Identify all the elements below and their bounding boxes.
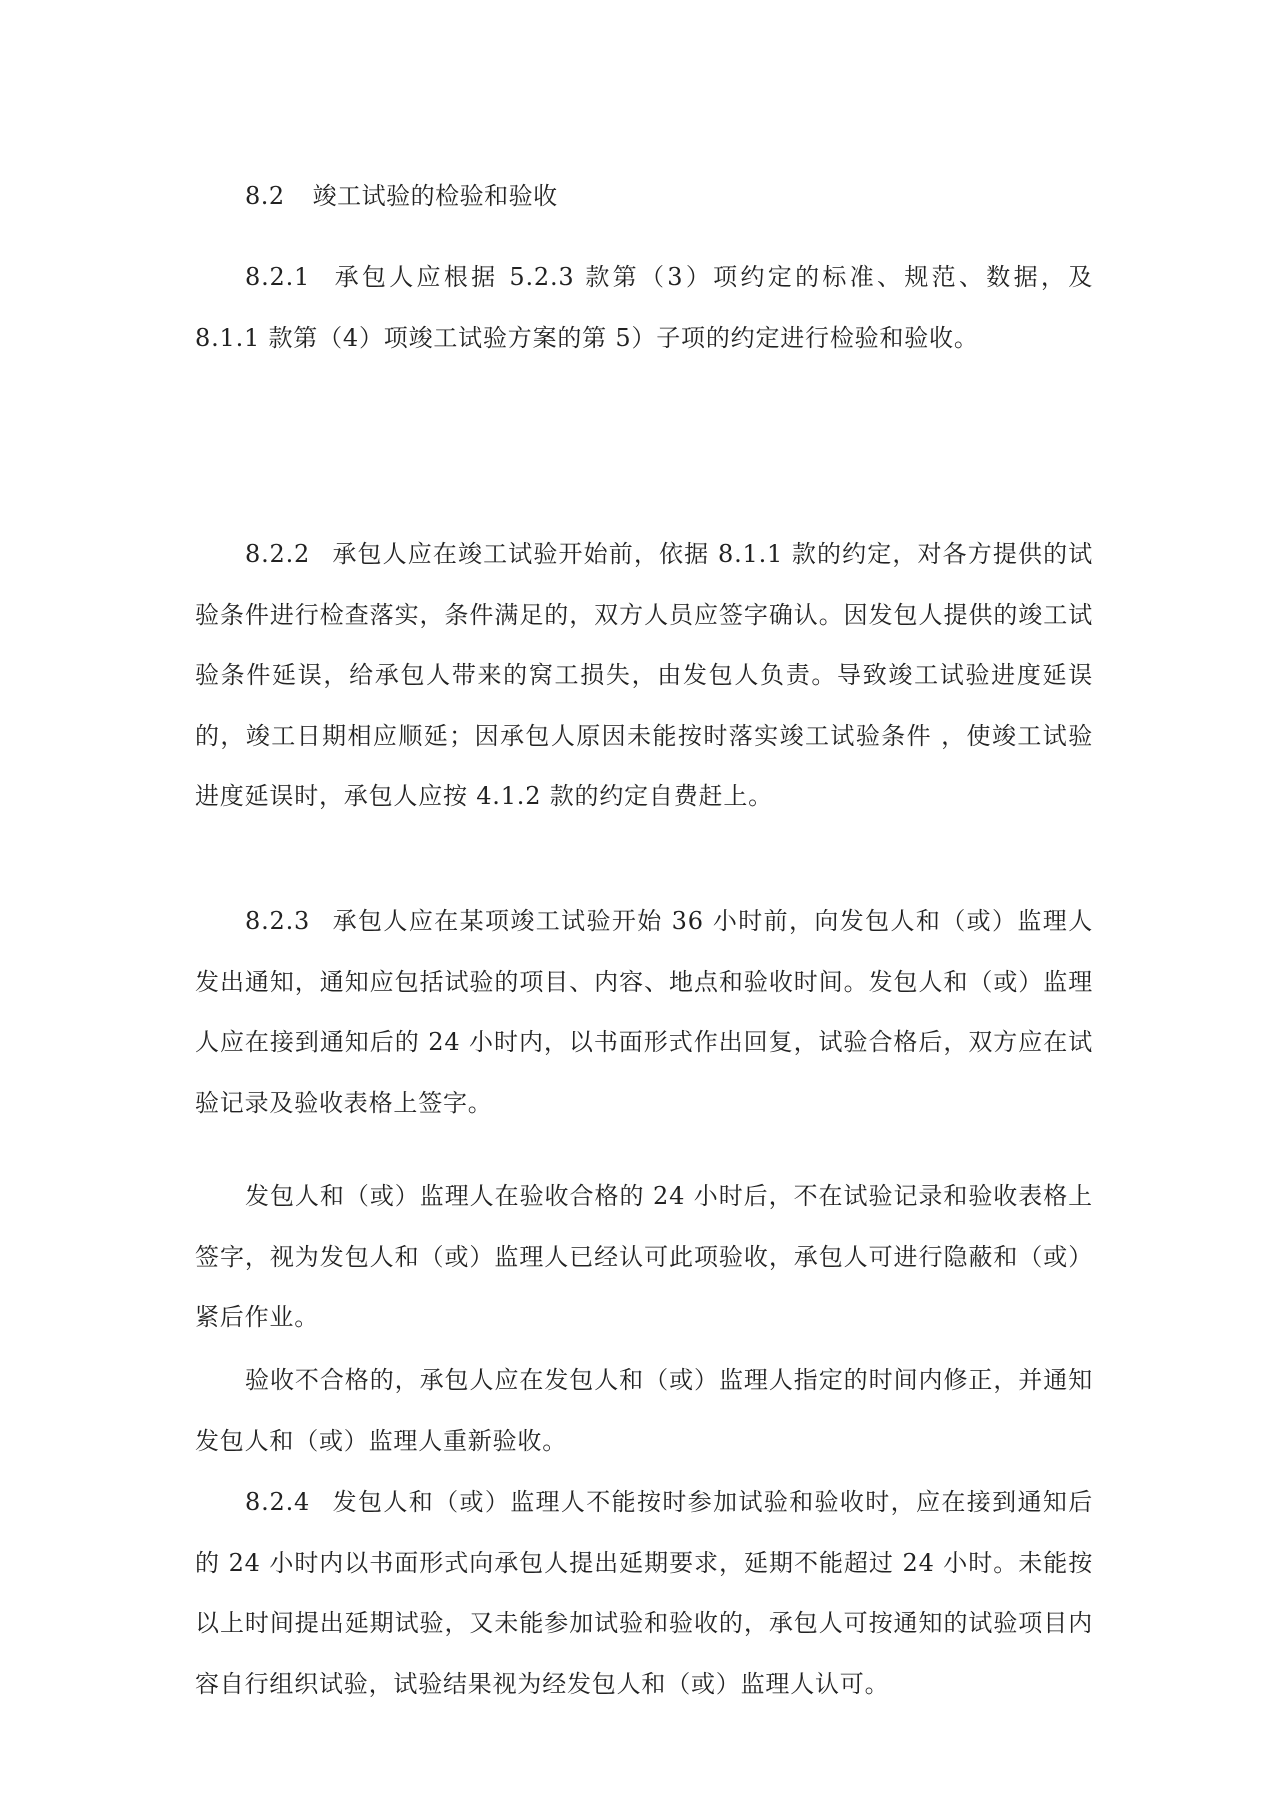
paragraph-8-2-2 xyxy=(195,524,1093,827)
clause-number: 8.2.4 xyxy=(245,1488,311,1516)
paragraph-text: 验收不合格的，承包人应在发包人和（或）监理人指定的时间内修正，并通知发包人和（或）监理人重新验收。 xyxy=(195,1366,1093,1455)
clause-number: 8.2.3 xyxy=(245,907,311,935)
section-title: 竣工试验的检验和验收 xyxy=(312,182,558,210)
section-number: 8.2 xyxy=(245,182,285,210)
paragraph-text: 承包人应根据 5.2.3 款第（3）项约定的标准、规范、数据，及 8.1.1 款第（4）项竣工试验方案的第 5）子项的约定进行检验和验收。 xyxy=(195,263,1093,352)
paragraph-8-2-3-cont-2 xyxy=(195,1350,1093,1471)
paragraph-text: 承包人应在某项竣工试验开始 36 小时前，向发包人和（或）监理人发出通知，通知应包括试验的项目、内容、地点和验收时间。发包人和（或）监理人应在接到通知后的 24 小时内，以书面形式作出回复，试验合格后，双方应在试验记录及验收表格上签字。 xyxy=(195,907,1093,1117)
clause-number: 8.2.1 xyxy=(245,263,311,291)
section-heading xyxy=(245,170,558,222)
paragraph-8-2-1 xyxy=(195,247,1093,368)
paragraph-text: 承包人应在竣工试验开始前，依据 8.1.1 款的约定，对各方提供的试验条件进行检查落实，条件满足的，双方人员应签字确认。因发包人提供的竣工试验条件延误，给承包人带来的窝工损失，由发包人负责。导致竣工试验进度延误的，竣工日期相应顺延；因承包人原因未能按时落实竣工试验条件 ，使竣工试验进度延误时，承包人应按 4.1.2 款的约定自费赶上。 xyxy=(195,540,1093,810)
paragraph-8-2-3-cont-1 xyxy=(195,1166,1093,1348)
clause-number: 8.2.2 xyxy=(245,540,311,568)
paragraph-8-2-3 xyxy=(195,891,1093,1133)
paragraph-8-2-4 xyxy=(195,1472,1093,1714)
paragraph-text: 发包人和（或）监理人不能按时参加试验和验收时，应在接到通知后的 24 小时内以书面形式向承包人提出延期要求，延期不能超过 24 小时。未能按以上时间提出延期试验，又未能参加试验和验收的，承包人可按通知的试验项目内容自行组织试验，试验结果视为经发包人和（或）监理人认可。 xyxy=(195,1488,1093,1698)
paragraph-text: 发包人和（或）监理人在验收合格的 24 小时后，不在试验记录和验收表格上签字，视为发包人和（或）监理人已经认可此项验收，承包人可进行隐蔽和（或）紧后作业。 xyxy=(195,1182,1093,1331)
